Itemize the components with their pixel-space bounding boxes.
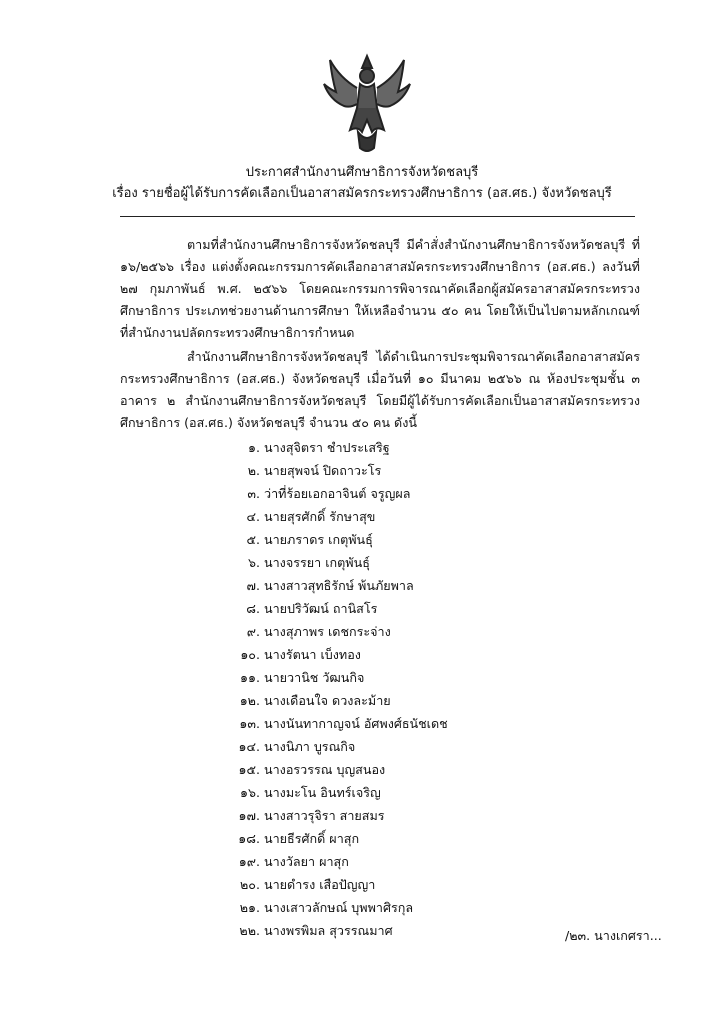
list-item-name: นางเดือนใจ ดวงละม้าย — [264, 693, 391, 708]
list-item-name: นายสุรศักดิ์ รักษาสุข — [264, 509, 376, 524]
list-item — [236, 505, 448, 528]
list-item-name: นางวัลยา ผาสุก — [264, 854, 349, 869]
list-item-number: ๑๖. — [240, 785, 260, 800]
list-item — [236, 873, 448, 896]
list-item-name: นางพรพิมล สุวรรณมาศ — [264, 923, 393, 938]
list-item-name: นางสุจิตรา ชำประเสริฐ — [264, 440, 390, 455]
list-item-number: ๒๐. — [240, 877, 260, 892]
list-item-name: นายวานิช วัฒนกิจ — [264, 670, 365, 685]
list-item — [236, 712, 448, 735]
list-item — [236, 666, 448, 689]
list-item-name: นางมะโน อินทร์เจริญ — [264, 785, 381, 800]
announcement-subject: เรื่อง รายชื่อผู้ได้รับการคัดเลือกเป็นอาสาสมัครกระทรวงศึกษาธิการ (อส.ศธ.) จังหวัดชลบุรี — [112, 186, 612, 201]
list-item-number: ๑๐. — [240, 647, 260, 662]
list-item — [236, 436, 448, 459]
list-item-number: ๑๘. — [238, 831, 260, 846]
list-item-name: นางสาวสุทธิรักษ์ พ้นภัยพาล — [264, 578, 414, 593]
list-item-number: ๒๑. — [239, 900, 260, 915]
list-item-number: ๒๒. — [239, 923, 260, 938]
list-item — [236, 574, 448, 597]
announcement-title: ประกาศสำนักงานศึกษาธิการจังหวัดชลบุรี — [245, 165, 479, 180]
list-item — [236, 528, 448, 551]
list-item — [236, 551, 448, 574]
list-item — [236, 643, 448, 666]
list-item-name: นายปริวัฒน์ ถานิสโร — [264, 601, 378, 616]
list-item-number: ๔. — [246, 509, 260, 524]
list-item — [236, 597, 448, 620]
selected-names-list — [236, 436, 448, 942]
list-item-name: นางสุภาพร เดชกระจ่าง — [264, 624, 391, 639]
list-item — [236, 850, 448, 873]
list-item-name: นางนันทากาญจน์ อัศพงศ์ธนัชเดช — [264, 716, 448, 731]
list-item — [236, 735, 448, 758]
list-item-number: ๗. — [246, 578, 260, 593]
list-item — [236, 620, 448, 643]
list-item-name: นายสุพจน์ ปิดถาวะโร — [264, 463, 382, 478]
list-item-name: นางนิภา บูรณกิจ — [264, 739, 356, 754]
list-item-number: ๑๓. — [239, 716, 260, 731]
list-item-name: นางรัตนา เบ็งทอง — [264, 647, 361, 662]
list-item-name: นายภราดร เกตุพันธุ์ — [264, 532, 373, 547]
list-item-name: นายธีรศักดิ์ ผาสุก — [264, 831, 360, 846]
list-item-number: ๑๔. — [238, 739, 260, 754]
list-item-name: นางจรรยา เกตุพันธุ์ — [264, 555, 370, 570]
list-item-number: ๑๙. — [238, 854, 260, 869]
list-item-number: ๙. — [246, 624, 260, 639]
list-item-name: นางเสาวลักษณ์ บุพพาศิรกุล — [264, 900, 414, 915]
list-item-number: ๓. — [247, 486, 260, 501]
header-divider — [120, 216, 635, 217]
list-item — [236, 689, 448, 712]
list-item-number: ๑๗. — [238, 808, 260, 823]
list-item-number: ๑๕. — [238, 762, 260, 777]
garuda-emblem-icon — [322, 48, 412, 158]
list-item — [236, 781, 448, 804]
list-item — [236, 919, 448, 942]
list-item-name: นายดำรง เสือปัญญา — [264, 877, 376, 892]
list-item-number: ๒. — [247, 463, 260, 478]
list-item-number: ๘. — [246, 601, 260, 616]
list-item — [236, 804, 448, 827]
intro-paragraph: ตามที่สำนักงานศึกษาธิการจังหวัดชลบุรี มีคำสั่งสำนักงานศึกษาธิการจังหวัดชลบุรี ที่ ๑๖/๒๕๖๖ เรื่อง แต่งตั้งคณะกรรมการคัดเลือกอาสาสมัครกระทรวงศึกษาธิการ (อส.ศธ.) ลงวันที่ ๒๗ กุมภาพันธ์ พ.ศ. ๒๕๖๖ โดยคณะกรรมการพิจารณาคัดเลือกผู้สมัครอาสาสมัครกระทรวงศึกษาธิการ ประเภทช่วยงานด้านการศึกษา ให้เหลือจำนวน ๕๐ คน โดยให้เป็นไปตามหลักเกณฑ์ที่สำนักงานปลัดกระทรวงศึกษาธิการกำหนด — [120, 237, 640, 340]
list-item-number: ๑. — [248, 440, 260, 455]
list-item-number: ๖. — [248, 555, 260, 570]
list-item — [236, 758, 448, 781]
list-item-number: ๕. — [246, 532, 260, 547]
list-item — [236, 827, 448, 850]
continuation-note: /๒๓. นางเกศรา... — [565, 928, 662, 943]
list-item-name: ว่าที่ร้อยเอกอาจินต์ จรูญผล — [264, 486, 411, 501]
list-item — [236, 896, 448, 919]
list-item-number: ๑๑. — [240, 670, 260, 685]
list-item-number: ๑๒. — [239, 693, 260, 708]
list-item-name: นางอรวรรณ บุญสนอง — [264, 762, 386, 777]
list-item-name: นางสาวรุจิรา สายสมร — [264, 808, 385, 823]
result-paragraph: สำนักงานศึกษาธิการจังหวัดชลบุรี ได้ดำเนินการประชุมพิจารณาคัดเลือกอาสาสมัครกระทรวงศึกษาธิการ (อส.ศธ.) จังหวัดชลบุรี เมื่อวันที่ ๑๐ มีนาคม ๒๕๖๖ ณ ห้องประชุมชั้น ๓ อาคาร ๒ สำนักงานศึกษาธิการจังหวัดชลบุรี โดยมีผู้ได้รับการคัดเลือกเป็นอาสาสมัครกระทรวงศึกษาธิการ (อส.ศธ.) จังหวัดชลบุรี จำนวน ๕๐ คน ดังนี้ — [120, 349, 640, 430]
list-item — [236, 482, 448, 505]
list-item — [236, 459, 448, 482]
